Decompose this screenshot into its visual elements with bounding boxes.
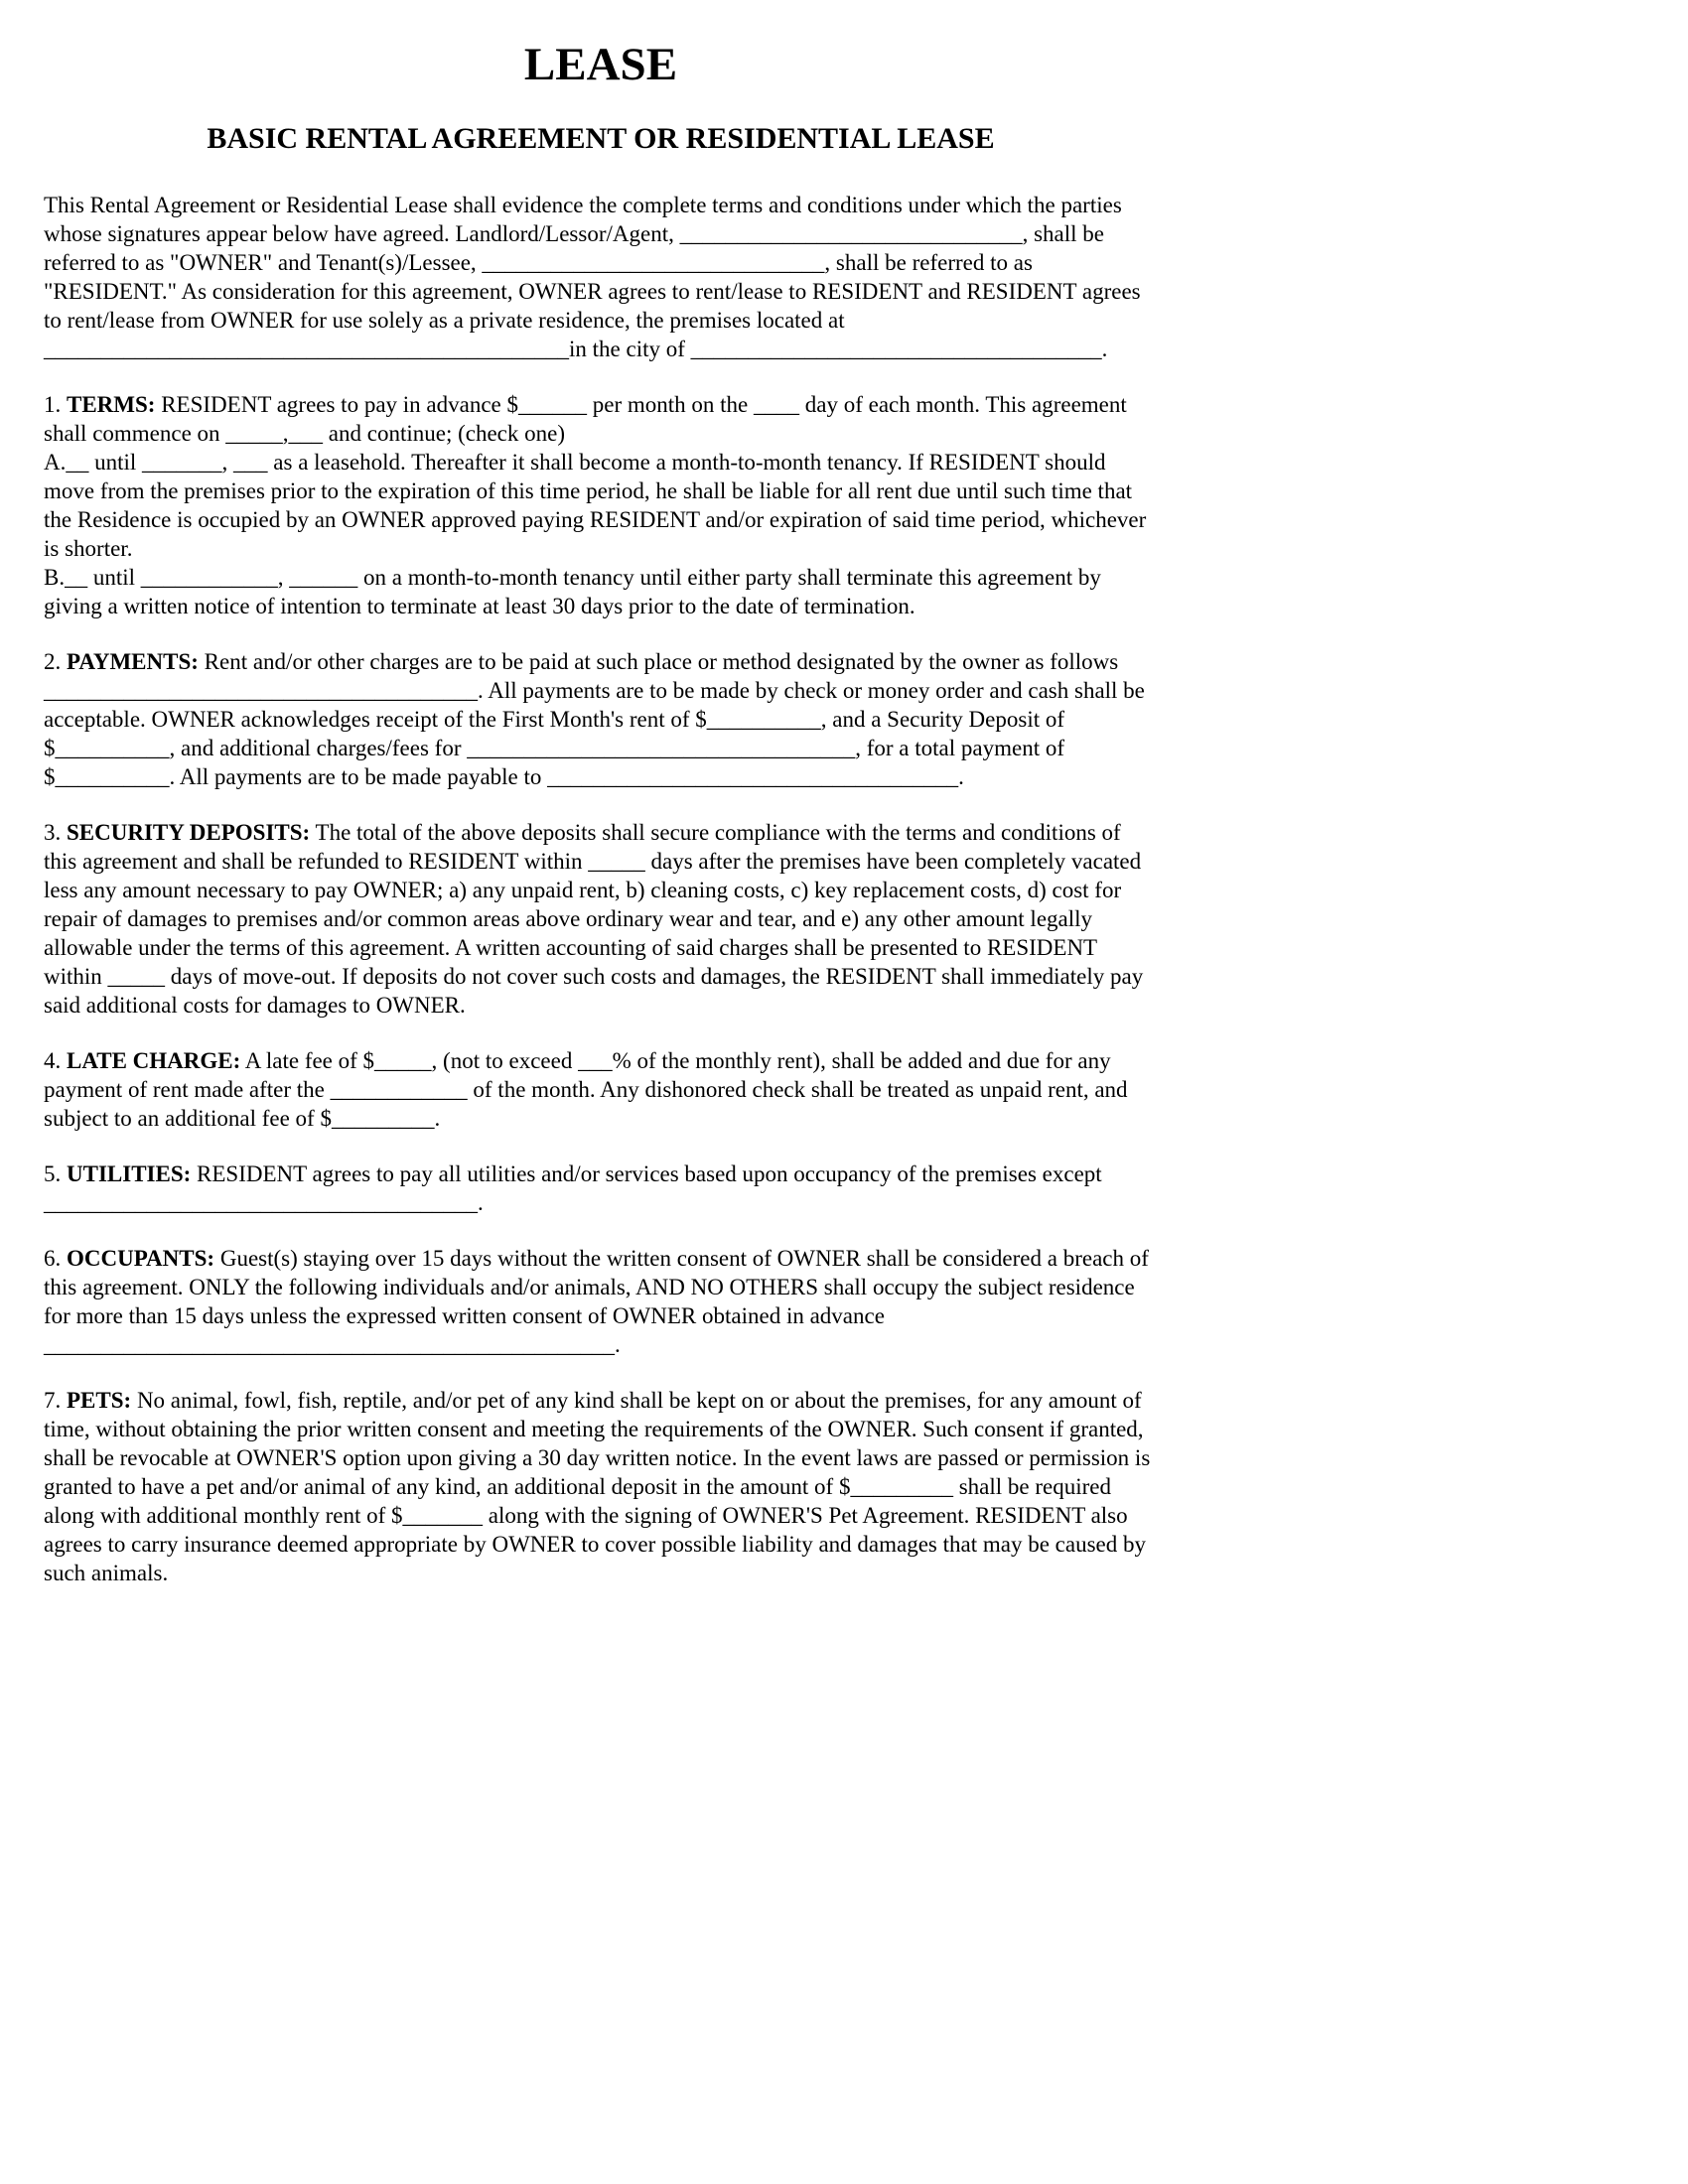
section-pets-lead	[44, 1386, 1158, 1587]
section-late-charge-text: A late fee of $_____, (not to exceed ___% of the monthly rent), shall be added and due for any payment of rent made after the ____________ of the month. Any dishonored check shall be treated as unpaid rent, and subject to an additional fee of $_________.	[44, 1048, 1128, 1132]
intro-paragraph: This Rental Agreement or Residential Lease shall evidence the complete terms and conditions under which the parties whose signatures appear below have agreed. Landlord/Lessor/Agent, ______________________________, shall be referred to as "OWNER" and Tenant(s)/Lessee, ______________________________, shall be referred to as "RESIDENT." As consideration for this agreement, OWNER agrees to rent/lease to RESIDENT and RESIDENT agrees to rent/lease from OWNER for use solely as a private residence, the premises located at ______________________________________________in the city of ____________________________________.	[44, 193, 1141, 362]
section-terms-clause-a: A.__ until _______, ___ as a leasehold. Thereafter it shall become a month-to-month tenancy. If RESIDENT should move from the premises prior to the expiration of this time period, he shall be liable for all rent due until such time that the Residence is occupied by an OWNER approved paying RESIDENT and/or expiration of said time period, whichever is shorter.	[44, 450, 1147, 562]
document-subtitle: BASIC RENTAL AGREEMENT OR RESIDENTIAL LEASE	[207, 122, 995, 156]
section-late-charge-heading: LATE CHARGE:	[67, 1048, 241, 1074]
section-occupants	[44, 1244, 1158, 1359]
section-utilities-heading: UTILITIES:	[67, 1161, 192, 1187]
section-occupants-number: 6.	[44, 1246, 67, 1272]
section-payments-lead	[44, 647, 1158, 791]
section-security-deposits-lead	[44, 818, 1158, 1020]
section-pets-number: 7.	[44, 1388, 67, 1414]
section-security-deposits	[44, 818, 1158, 1020]
section-pets-text: No animal, fowl, fish, reptile, and/or pet of any kind shall be kept on or about the premises, for any amount of time, without obtaining the prior written consent and meeting the requirements of the OWNER. Such consent if granted, shall be revocable at OWNER'S option upon giving a 30 day written notice. In the event laws are passed or permission is granted to have a pet and/or animal of any kind, an additional deposit in the amount of $_________ shall be required along with additional monthly rent of $_______ along with the signing of OWNER'S Pet Agreement. RESIDENT also agrees to carry insurance deemed appropriate by OWNER to cover possible liability and damages that may be caused by such animals.	[44, 1388, 1151, 1586]
document-title: LEASE	[523, 39, 678, 90]
section-utilities-lead	[44, 1160, 1158, 1217]
section-payments-text: Rent and/or other charges are to be paid at such place or method designated by the owner as follows ______________________________________. All payments are to be made by check or money order and cash shall be acceptable. OWNER acknowledges receipt of the First Month's rent of $__________, and a Security Deposit of $__________, and additional charges/fees for __________________________________, for a total payment of $__________. All payments are to be made payable to ____________________________________.	[44, 649, 1145, 790]
section-pets	[44, 1386, 1158, 1587]
section-terms-lead	[44, 390, 1158, 448]
section-occupants-lead	[44, 1244, 1158, 1359]
section-security-deposits-number: 3.	[44, 820, 67, 846]
document-content	[44, 0, 1158, 1587]
section-terms-heading: TERMS:	[67, 392, 156, 418]
section-occupants-text: Guest(s) staying over 15 days without the written consent of OWNER shall be considered a breach of this agreement. ONLY the following individuals and/or animals, AND NO OTHERS shall occupy the subject residence for more than 15 days unless the expressed written consent of OWNER obtained in advance __________________________________________________.	[44, 1246, 1149, 1358]
section-late-charge	[44, 1046, 1158, 1133]
section-terms-text: RESIDENT agrees to pay in advance $______ per month on the ____ day of each month. This agreement shall commence on _____,___ and continue; (check one)	[44, 392, 1127, 447]
section-late-charge-lead	[44, 1046, 1158, 1133]
section-terms	[44, 390, 1158, 620]
section-utilities	[44, 1160, 1158, 1217]
section-security-deposits-text: The total of the above deposits shall secure compliance with the terms and conditions of this agreement and shall be refunded to RESIDENT within _____ days after the premises have been completely vacated less any amount necessary to pay OWNER; a) any unpaid rent, b) cleaning costs, c) key replacement costs, d) cost for repair of damages to premises and/or common areas above ordinary wear and tear, and e) any other amount legally allowable under the terms of this agreement. A written accounting of said charges shall be presented to RESIDENT within _____ days of move-out. If deposits do not cover such costs and damages, the RESIDENT shall immediately pay said additional costs for damages to OWNER.	[44, 820, 1144, 1019]
section-utilities-text: RESIDENT agrees to pay all utilities and/or services based upon occupancy of the premises except ______________________________________.	[44, 1161, 1102, 1216]
section-occupants-heading: OCCUPANTS:	[67, 1246, 215, 1272]
section-payments-number: 2.	[44, 649, 67, 675]
section-payments	[44, 647, 1158, 791]
section-payments-heading: PAYMENTS:	[67, 649, 199, 675]
section-utilities-number: 5.	[44, 1161, 67, 1187]
section-late-charge-number: 4.	[44, 1048, 67, 1074]
section-pets-heading: PETS:	[67, 1388, 132, 1414]
section-security-deposits-heading: SECURITY DEPOSITS:	[67, 820, 311, 846]
section-terms-number: 1.	[44, 392, 67, 418]
section-terms-clause-b: B.__ until ____________, ______ on a month-to-month tenancy until either party shall terminate this agreement by giving a written notice of intention to terminate at least 30 days prior to the date of termination.	[44, 565, 1101, 619]
